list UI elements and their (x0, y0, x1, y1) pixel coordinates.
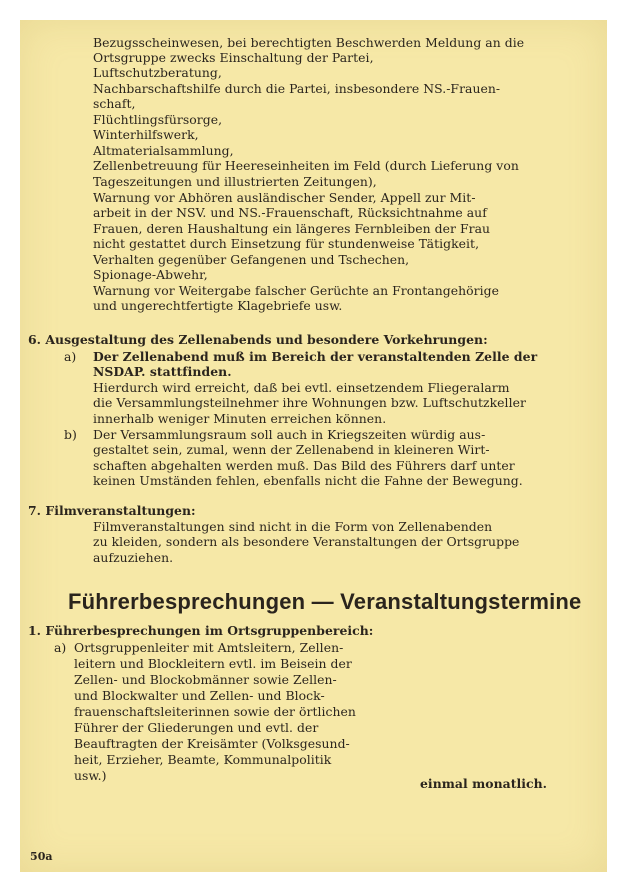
list-line: Warnung vor Abhören ausländischer Sender, Appell zur Mit- (93, 190, 476, 205)
list-line: Frauen, deren Haushaltung ein längeres Fernbleiben der Frau (93, 221, 491, 236)
list-line: Flüchtlingsfürsorge, (93, 112, 223, 127)
list-line: Ortsgruppe zwecks Einschaltung der Partei, (93, 50, 374, 65)
section-line: Der Versammlungsraum soll auch in Kriegszeiten würdig aus- (93, 427, 486, 442)
list-line: schaft, (93, 96, 136, 111)
item-label: a) (54, 640, 67, 655)
list-line: und ungerechtfertigte Klagebriefe usw. (93, 298, 343, 313)
section-line: gestaltet sein, zumal, wenn der Zellenabend in kleineren Wirt- (93, 442, 490, 457)
list-line: Bezugsscheinwesen, bei berechtigten Beschwerden Meldung an die (93, 35, 525, 50)
section-line: schaften abgehalten werden muß. Das Bild des Führers darf unter (93, 458, 515, 473)
section-line: Zellen- und Blockobmänner sowie Zellen- (74, 672, 337, 687)
list-line: arbeit in der NSV. und NS.-Frauenschaft, Rücksichtnahme auf (93, 205, 487, 220)
section-line: Ortsgruppenleiter mit Amtsleitern, Zellen- (74, 640, 344, 655)
list-line: Tageszeitungen und illustrierten Zeitungen), (93, 174, 377, 189)
section-line: heit, Erzieher, Beamte, Kommunalpolitik (74, 752, 332, 767)
section-line: aufzuziehen. (93, 550, 174, 565)
section-line: leitern und Blockleitern evtl. im Beisein der (74, 656, 352, 671)
section-heading: 6. Ausgestaltung des Zellenabends und besondere Vorkehrungen: (28, 332, 488, 347)
item-label: a) (64, 349, 77, 364)
list-line: Winterhilfswerk, (93, 127, 199, 142)
list-line: Zellenbetreuung für Heereseinheiten im Feld (durch Lieferung von (93, 158, 519, 173)
document-page (20, 20, 607, 872)
list-line: Altmaterialsammlung, (93, 143, 234, 158)
list-line: Verhalten gegenüber Gefangenen und Tschechen, (93, 252, 410, 267)
list-line: Spionage-Abwehr, (93, 267, 208, 282)
section-heading: 1. Führerbesprechungen im Ortsgruppenbereich: (28, 623, 374, 638)
section-line: Beauftragten der Kreisämter (Volksgesund- (74, 736, 350, 751)
list-line: Nachbarschaftshilfe durch die Partei, insbesondere NS.-Frauen- (93, 81, 501, 96)
section-line: zu kleiden, sondern als besondere Veranstaltungen der Ortsgruppe (93, 534, 520, 549)
page-title: Führerbesprechungen — Veranstaltungstermine (68, 589, 582, 614)
section-line: Führer der Gliederungen und evtl. der (74, 720, 319, 735)
section-line: Der Zellenabend muß im Bereich der veranstaltenden Zelle der (93, 349, 538, 364)
list-line: Luftschutzberatung, (93, 65, 222, 80)
section-line: usw.) (74, 768, 107, 783)
list-line: Warnung vor Weitergabe falscher Gerüchte an Frontangehörige (93, 283, 500, 298)
frequency-note: einmal monatlich. (420, 776, 548, 791)
section-line: Filmveranstaltungen sind nicht in die Form von Zellenabenden (93, 519, 493, 534)
section-line: Hierdurch wird erreicht, daß bei evtl. einsetzendem Fliegeralarm (93, 380, 510, 395)
item-label: b) (64, 427, 77, 442)
section-line: und Blockwalter und Zellen- und Block- (74, 688, 325, 703)
section-line: NSDAP. stattfinden. (93, 364, 232, 379)
section-heading: 7. Filmveranstaltungen: (28, 503, 196, 518)
list-line: nicht gestattet durch Einsetzung für stundenweise Tätigkeit, (93, 236, 480, 251)
section-line: keinen Umständen fehlen, ebenfalls nicht die Fahne der Bewegung. (93, 473, 523, 488)
section-line: die Versammlungsteilnehmer ihre Wohnungen bzw. Luftschutzkeller (93, 395, 526, 410)
section-line: frauenschaftsleiterinnen sowie der örtlichen (74, 704, 356, 719)
page-number: 50a (30, 850, 53, 863)
section-line: innerhalb weniger Minuten erreichen können. (93, 411, 387, 426)
